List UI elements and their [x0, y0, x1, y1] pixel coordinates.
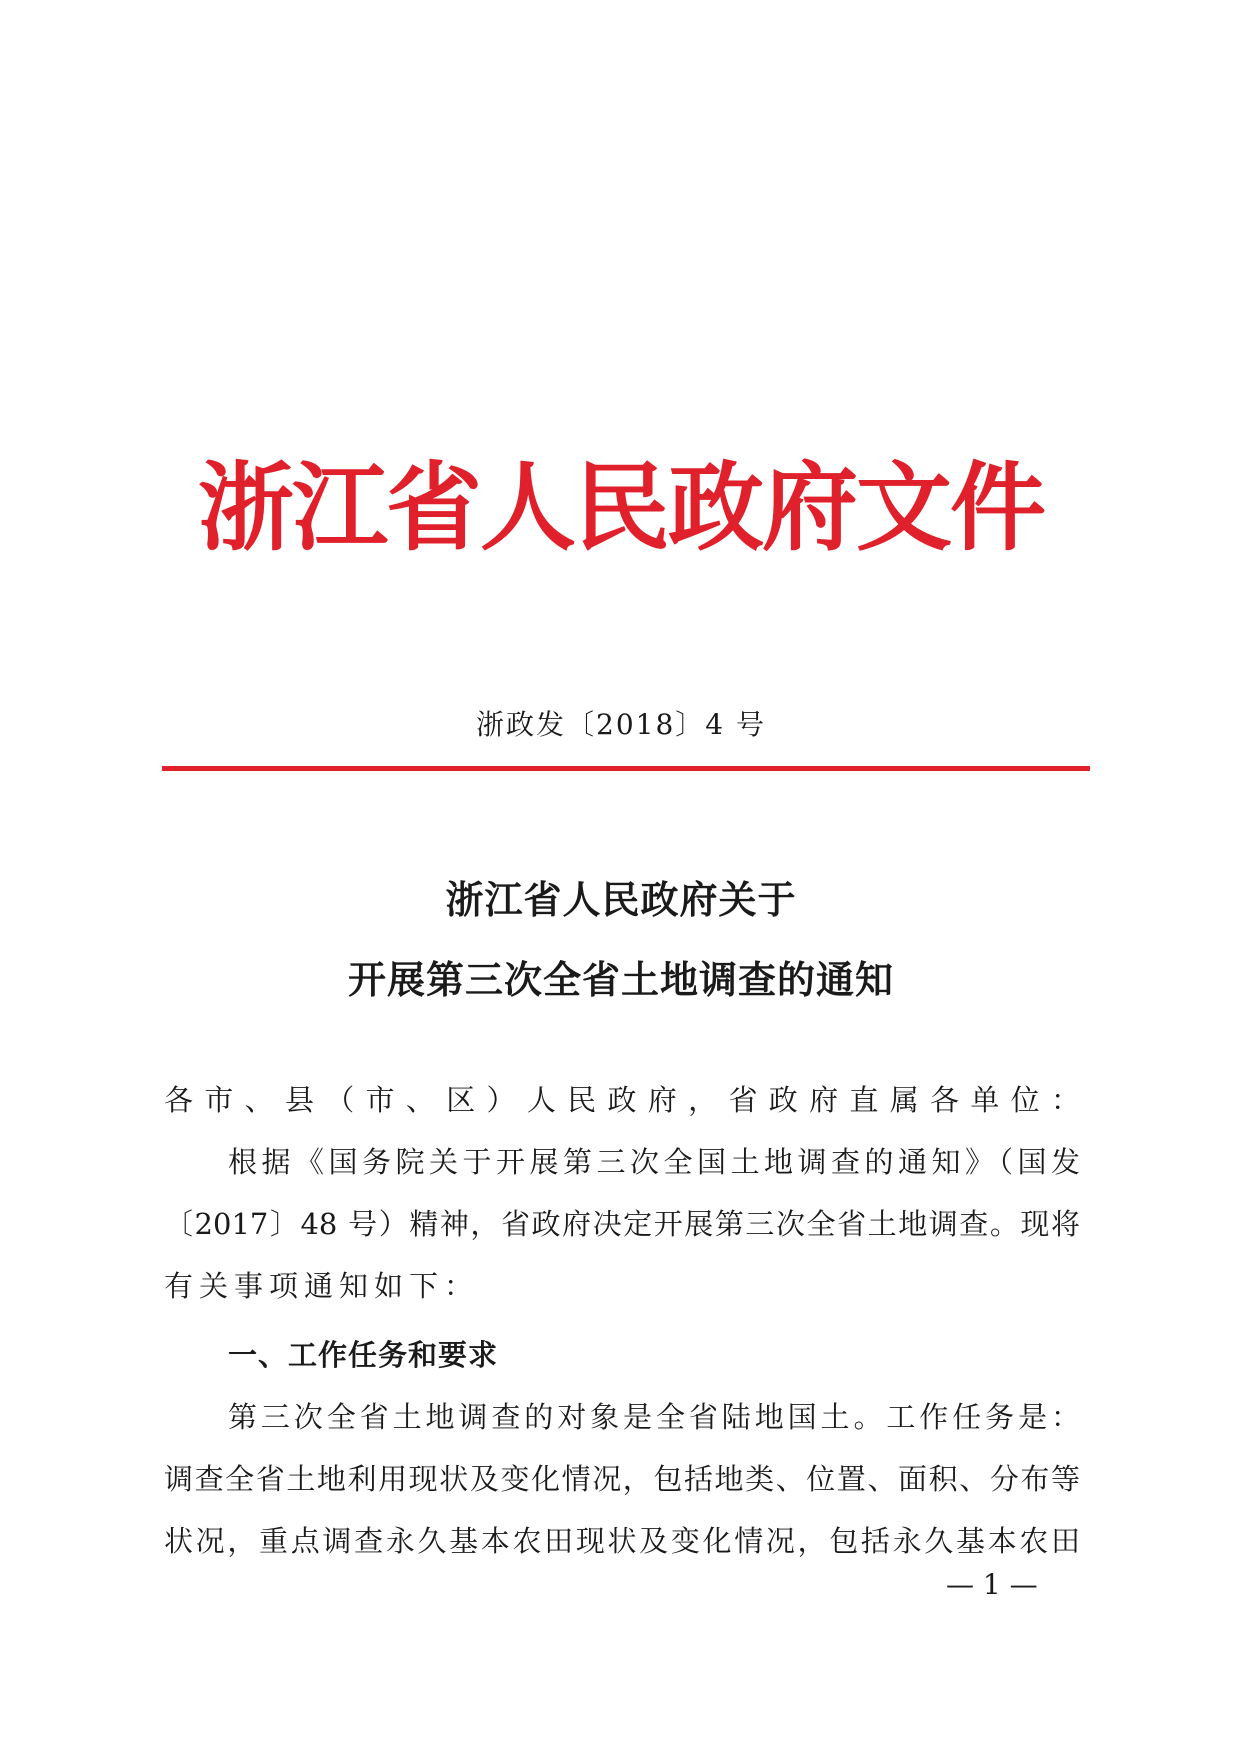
red-divider: [162, 766, 1090, 771]
paragraph-1-line-3: 有关事项通知如下：: [164, 1269, 480, 1303]
document-title-line-2: 开展第三次全省土地调查的通知: [347, 957, 894, 1002]
paragraph-1-line-2: 〔2017〕48 号）精神，省政府决定开展第三次全省土地调查。现将: [164, 1207, 1080, 1241]
paragraph-2-line-2: 调查全省土地利用现状及变化情况，包括地类、位置、面积、分布等: [164, 1462, 1080, 1496]
salutation: 各市、县（市、区）人民政府，省政府直属各单位：: [164, 1083, 1080, 1117]
paragraph-1-line-1: 根据《国务院关于开展第三次全国土地调查的通知》（国发: [228, 1145, 1080, 1179]
document-title-line-1: 浙江省人民政府关于: [445, 877, 797, 922]
paragraph-2-line-3: 状况，重点调查永久基本农田现状及变化情况，包括永久基本农田: [164, 1524, 1080, 1558]
paragraph-2-line-1: 第三次全省土地调查的对象是全省陆地国土。工作任务是：: [228, 1400, 1080, 1434]
page-number: — 1 —: [946, 1568, 1038, 1601]
document-number: 浙政发〔2018〕4 号: [476, 708, 766, 741]
masthead: 浙江省人民政府文件: [198, 451, 1044, 564]
section-1-heading: 一、工作任务和要求: [228, 1338, 499, 1372]
